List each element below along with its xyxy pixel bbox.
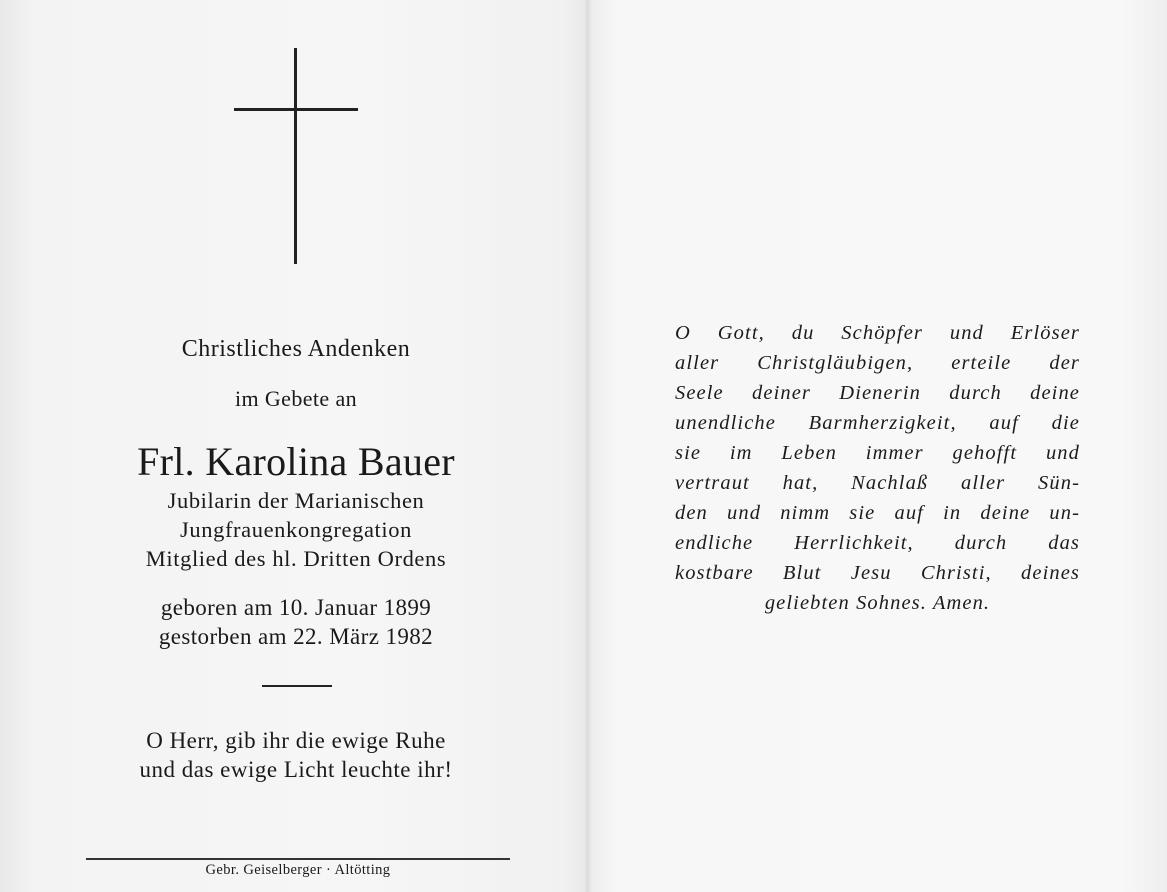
title-line: Jubilarin der Marianischen	[167, 488, 425, 513]
divider	[262, 685, 332, 687]
cross-icon	[234, 48, 358, 264]
prayer-line: endliche Herrlichkeit, durch das	[675, 532, 1080, 554]
cross-horizontal-bar	[234, 108, 358, 111]
deceased-name: Frl. Karolina Bauer	[137, 439, 455, 484]
prayer-line: den und nimm sie auf in deine un-	[675, 502, 1080, 524]
prayer-line: Seele deiner Dienerin durch deine	[675, 382, 1080, 404]
title-line: Mitglied des hl. Dritten Ordens	[145, 546, 447, 571]
prayer-line: aller Christgläubigen, erteile der	[675, 352, 1080, 374]
short-prayer-line: und das ewige Licht leuchte ihr!	[139, 757, 453, 782]
prayer-line: unendliche Barmherzigkeit, auf die	[675, 412, 1080, 434]
prayer-line: geliebten Sohnes. Amen.	[764, 592, 991, 614]
prayer-line: O Gott, du Schöpfer und Erlöser	[675, 322, 1080, 344]
memorial-subheading: im Gebete an	[234, 386, 358, 411]
prayer-text	[675, 318, 1080, 618]
footer-divider	[86, 858, 510, 860]
card-fold	[584, 0, 592, 892]
cross-vertical-bar	[294, 48, 297, 264]
short-prayer-line: O Herr, gib ihr die ewige Ruhe	[146, 728, 446, 753]
prayer-line: sie im Leben immer gehofft und	[675, 442, 1080, 464]
prayer-line: vertraut hat, Nachlaß aller Sün-	[675, 472, 1080, 494]
prayer-line: kostbare Blut Jesu Christi, deines	[675, 562, 1080, 584]
title-line: Jungfrauenkongregation	[180, 517, 412, 542]
birth-date: geboren am 10. Januar 1899	[160, 595, 432, 620]
memorial-heading: Christliches Andenken	[181, 336, 411, 362]
death-date: gestorben am 22. März 1982	[158, 624, 434, 649]
printer-credit: Gebr. Geiselberger · Altötting	[205, 862, 391, 878]
